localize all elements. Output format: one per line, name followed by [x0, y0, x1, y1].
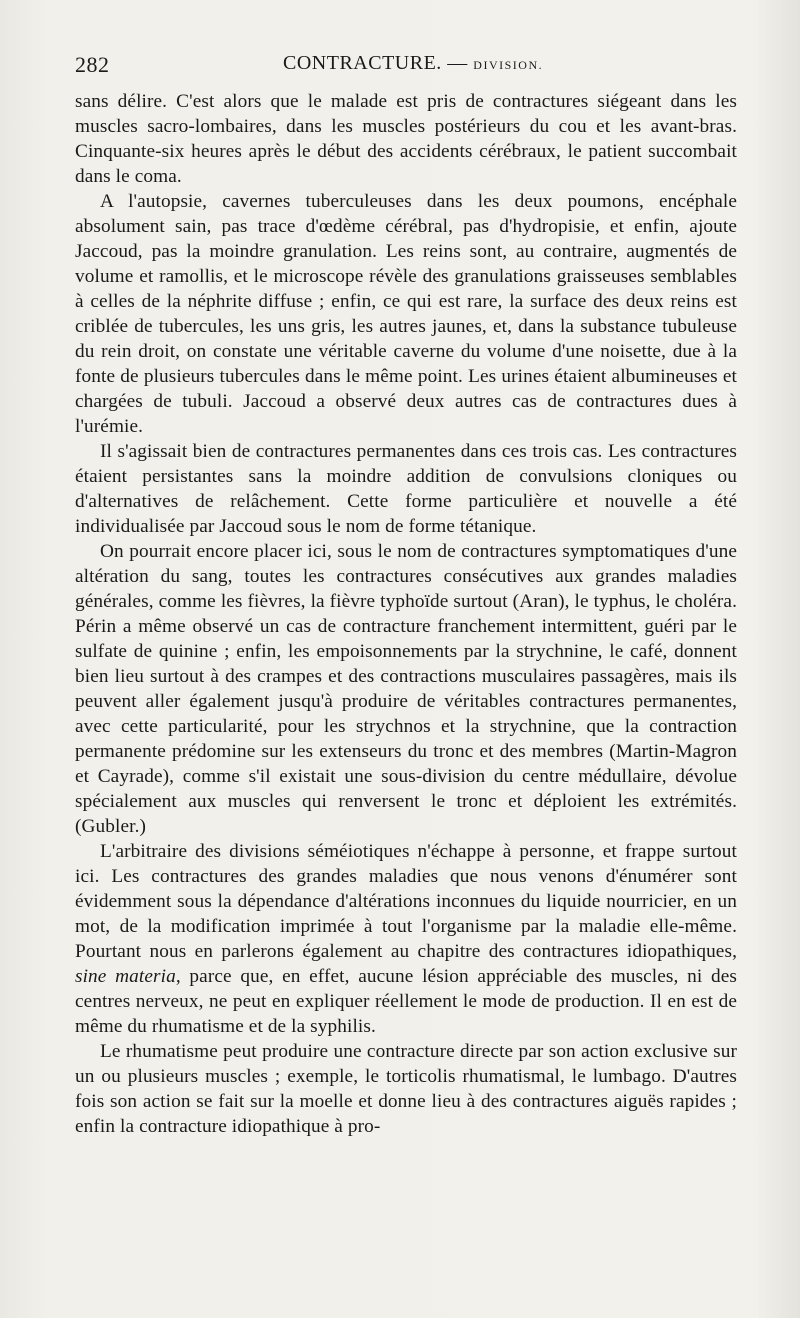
running-header	[75, 52, 737, 84]
running-title	[283, 52, 543, 75]
paragraph-continued: sans délire. C'est alors que le malade est pris de contractures siégeant dans les muscles sacro-lombaires, dans les muscles postérieurs du cou et les avant-bras. Cinquante-six heures après le début des accidents cérébraux, le patient succombait dans le coma.	[75, 91, 737, 187]
paragraph-arbitraire	[75, 839, 737, 1039]
paragraph-alteration-du-sang: On pourrait encore placer ici, sous le nom de contractures symptomatiques d'une altération du sang, toutes les contractures consécutives aux grandes maladies générales, comme les fièvres, la fièvre typhoïde surtout (Aran), le typhus, le choléra. Périn a même observé un cas de contracture franchement intermittent, guéri par le sulfate de quinine ; enfin, les empoisonnements par la strychnine, le café, donnent bien lieu surtout à des crampes et des contractions musculaires passagères, mais ils peuvent aller également jusqu'à produire de véritables contractures permanentes, avec cette particularité, pour les strychnos et la strychnine, que la contraction permanente prédomine sur les extenseurs du tronc et des membres (Martin-Magron et Cayrade), comme s'il existait une sous-division du centre médullaire, dévolue spécialement aux muscles qui renversent le tronc et déploient les extrémités. (Gubler.)	[75, 541, 737, 837]
paragraph-autopsie: A l'autopsie, cavernes tuberculeuses dans les deux poumons, encéphale absolument sain, pas trace d'œdème cérébral, pas d'hydropisie, et enfin, ajoute Jaccoud, pas la moindre granulation. Les reins sont, au contraire, augmentés de volume et ramollis, et le microscope révèle des granulations graisseuses semblables à celles de la néphrite diffuse ; enfin, ce qui est rare, la surface des deux reins est criblée de tubercules, les uns gris, les autres jaunes, et, dans la substance tubuleuse du rein droit, on constate une véritable caverne du volume d'une noisette, due à la fonte de plusieurs tubercules dans le même point. Les urines étaient albumineuses et chargées de tubuli. Jaccoud a observé deux autres cas de contractures dues à l'urémie.	[75, 191, 737, 437]
paragraph-arbitraire-part-1: L'arbitraire des divisions séméiotiques n'échappe à personne, et frappe surtout ici. Les contractures des grandes maladies que nous venons d'énumérer sont évidemment sous la dépendance d'altérations inconnues du liquide nourricier, en un mot, de la modification imprimée à tout l'organisme par la maladie elle-même. Pourtant nous en parlerons également au chapitre des contractures idiopathiques,	[75, 841, 737, 962]
paragraph-contractures-permanentes: Il s'agissait bien de contractures permanentes dans ces trois cas. Les contractures étaient persistantes sans la moindre addition de convulsions cloniques ou d'alternatives de relâchement. Cette forme particulière et nouvelle a été individualisée par Jaccoud sous le nom de forme tétanique.	[75, 441, 737, 537]
paragraph-arbitraire-part-2: , parce que, en effet, aucune lésion appréciable des muscles, ni des centres nerveux, ne peut en expliquer réellement le mode de production. Il en est de même du rhumatisme et de la syphilis.	[75, 966, 737, 1037]
section-subtitle: DIVISION.	[473, 58, 544, 72]
sine-materia-italic: sine materia	[75, 966, 176, 987]
body-text	[75, 89, 737, 1139]
chapter-title: CONTRACTURE.	[283, 52, 442, 74]
paragraph-rhumatisme: Le rhumatisme peut produire une contracture directe par son action exclusive sur un ou plusieurs muscles ; exemple, le torticolis rhumatismal, le lumbago. D'autres fois son action se fait sur la moelle et donne lieu à des contractures aiguës rapides ; enfin la contracture idiopathique à pro-	[75, 1041, 737, 1137]
title-separator: —	[447, 52, 468, 74]
page-number: 282	[75, 52, 110, 77]
